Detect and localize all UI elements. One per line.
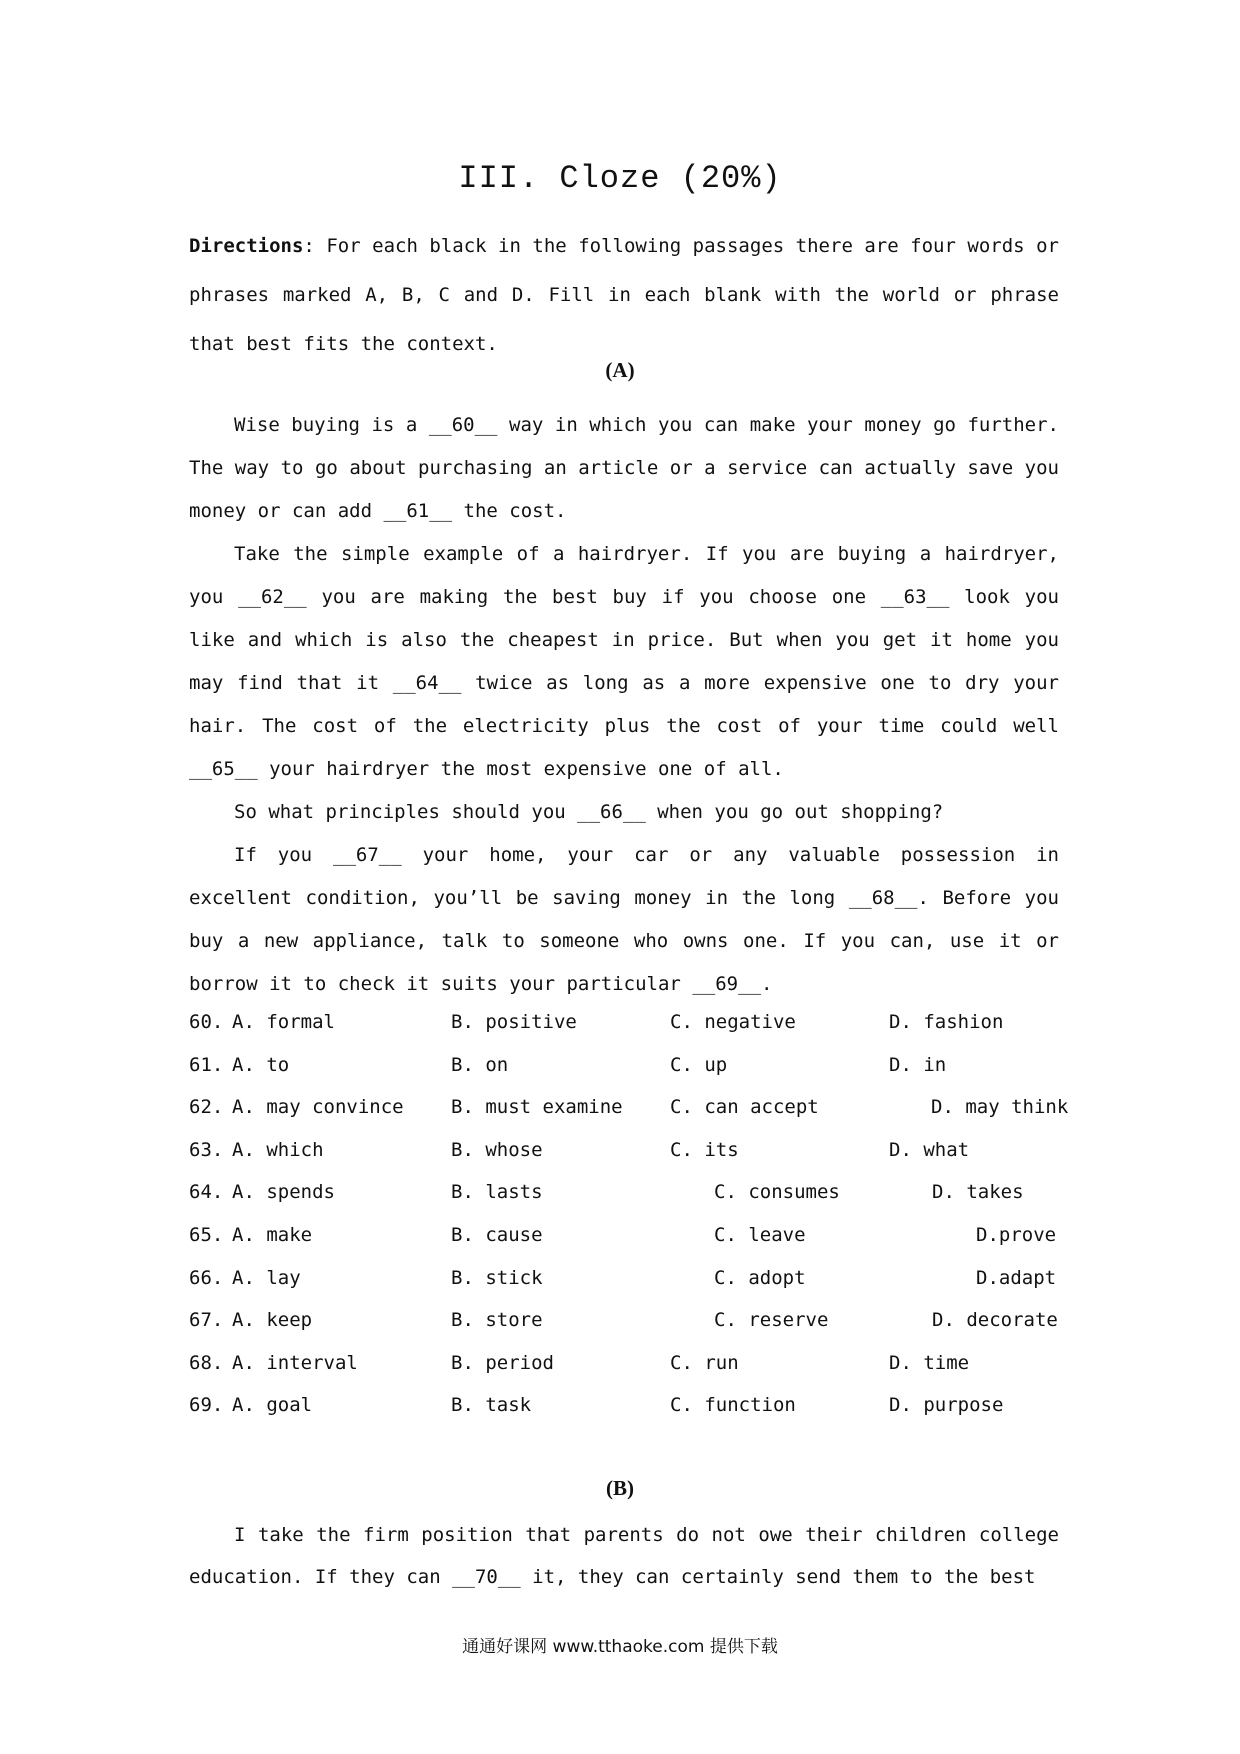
option-c: C. its [670, 1138, 739, 1161]
option-c: C. leave [714, 1223, 806, 1246]
passage-b-paragraph-1: I take the firm position that parents do not owe their children college education. If they can __70__ it, they can certainly send them to the best [189, 1524, 1059, 1588]
question-number: 67. [189, 1309, 224, 1332]
passage-b [189, 1514, 1059, 1598]
option-row-66 [189, 1257, 1059, 1300]
option-c: C. consumes [714, 1181, 840, 1204]
option-row-65 [189, 1214, 1059, 1257]
question-number: 60. [189, 1011, 224, 1033]
option-d: D. time [889, 1351, 970, 1374]
directions-text: : For each black in the following passages there are four words or phrases marked A, B, C and D. Fill in each blank with the world or phrase that best fits the context. [189, 235, 1059, 355]
option-a: A. make [232, 1223, 313, 1246]
directions [189, 222, 1059, 369]
passage-a-paragraph-3: So what principles should you __66__ when you go out shopping? [234, 801, 944, 823]
option-b: B. cause [451, 1223, 543, 1246]
option-c: C. negative [670, 1011, 796, 1033]
option-d: D.adapt [976, 1266, 1057, 1289]
option-d: D.prove [976, 1223, 1057, 1246]
option-row-68 [189, 1342, 1059, 1385]
question-number: 68. [189, 1351, 224, 1374]
passage-a-paragraph-4: If you __67__ your home, your car or any valuable possession in excellent condition, you’ll be saving money in the long __68__. Before you buy a new appliance, talk to someone who owns one. If you can, use it or borrow it to check it suits your particular __69__. [189, 844, 1059, 995]
answer-options [189, 1001, 1069, 1427]
option-b: B. on [451, 1053, 509, 1076]
option-a: A. keep [232, 1309, 313, 1332]
option-b: B. stick [451, 1266, 543, 1289]
directions-label: Directions [189, 235, 304, 257]
question-number: 69. [189, 1394, 224, 1417]
option-b: B. store [451, 1309, 543, 1332]
option-c: C. can accept [670, 1096, 819, 1119]
option-d: D. takes [932, 1181, 1024, 1204]
option-d: D. fashion [889, 1011, 1004, 1033]
passage-a [189, 404, 1059, 1006]
section-a-label: (A) [605, 358, 635, 382]
option-row-64 [189, 1171, 1059, 1214]
option-b: B. period [451, 1351, 554, 1374]
option-a: A. spends [232, 1181, 335, 1204]
option-c: C. run [670, 1351, 739, 1374]
option-a: A. formal [232, 1011, 335, 1033]
footer-watermark: 通通好课网 www.tthaoke.com 提供下载 [462, 1637, 778, 1657]
passage-a-paragraph-2: Take the simple example of a hairdryer. If you are buying a hairdryer, you __62__ you are making the best buy if you choose one __63__ look you like and which is also the cheapest in price. But when you get it home you may find that it __64__ twice as long as a more expensive one to dry your hair. The cost of the electricity plus the cost of your time could well __65__ your hairdryer the most expensive one of all. [189, 543, 1059, 780]
option-b: B. lasts [451, 1181, 543, 1204]
option-c: C. function [670, 1394, 796, 1417]
option-b: B. positive [451, 1011, 577, 1033]
page-title: III. Cloze (20%) [458, 160, 782, 197]
question-number: 65. [189, 1223, 224, 1246]
option-row-67 [189, 1299, 1059, 1342]
option-row-63 [189, 1129, 1059, 1172]
option-d: D. in [889, 1053, 947, 1076]
option-b: B. must examine [451, 1096, 623, 1119]
option-b: B. whose [451, 1138, 543, 1161]
option-b: B. task [451, 1394, 532, 1417]
question-number: 63. [189, 1138, 224, 1161]
option-d: D. purpose [889, 1394, 1004, 1417]
option-row-61 [189, 1044, 1059, 1087]
option-a: A. goal [232, 1394, 313, 1417]
option-d: D. what [889, 1138, 970, 1161]
question-number: 66. [189, 1266, 224, 1289]
option-a: A. to [232, 1053, 290, 1076]
option-c: C. up [670, 1053, 728, 1076]
option-c: C. adopt [714, 1266, 806, 1289]
option-a: A. interval [232, 1351, 358, 1374]
option-c: C. reserve [714, 1309, 829, 1332]
option-row-62 [189, 1086, 1069, 1129]
option-a: A. lay [232, 1266, 301, 1289]
passage-a-paragraph-1: Wise buying is a __60__ way in which you can make your money go further. The way to go about purchasing an article or a service can actually save you money or can add __61__ the cost. [189, 414, 1059, 522]
option-a: A. may convince [232, 1096, 404, 1119]
option-d: D. may think [931, 1096, 1069, 1119]
option-row-60 [189, 1001, 1059, 1044]
question-number: 62. [189, 1096, 224, 1119]
option-row-69 [189, 1384, 1059, 1427]
question-number: 61. [189, 1053, 224, 1076]
section-b-label: (B) [606, 1476, 634, 1500]
question-number: 64. [189, 1181, 224, 1204]
option-d: D. decorate [932, 1309, 1058, 1332]
option-a: A. which [232, 1138, 324, 1161]
